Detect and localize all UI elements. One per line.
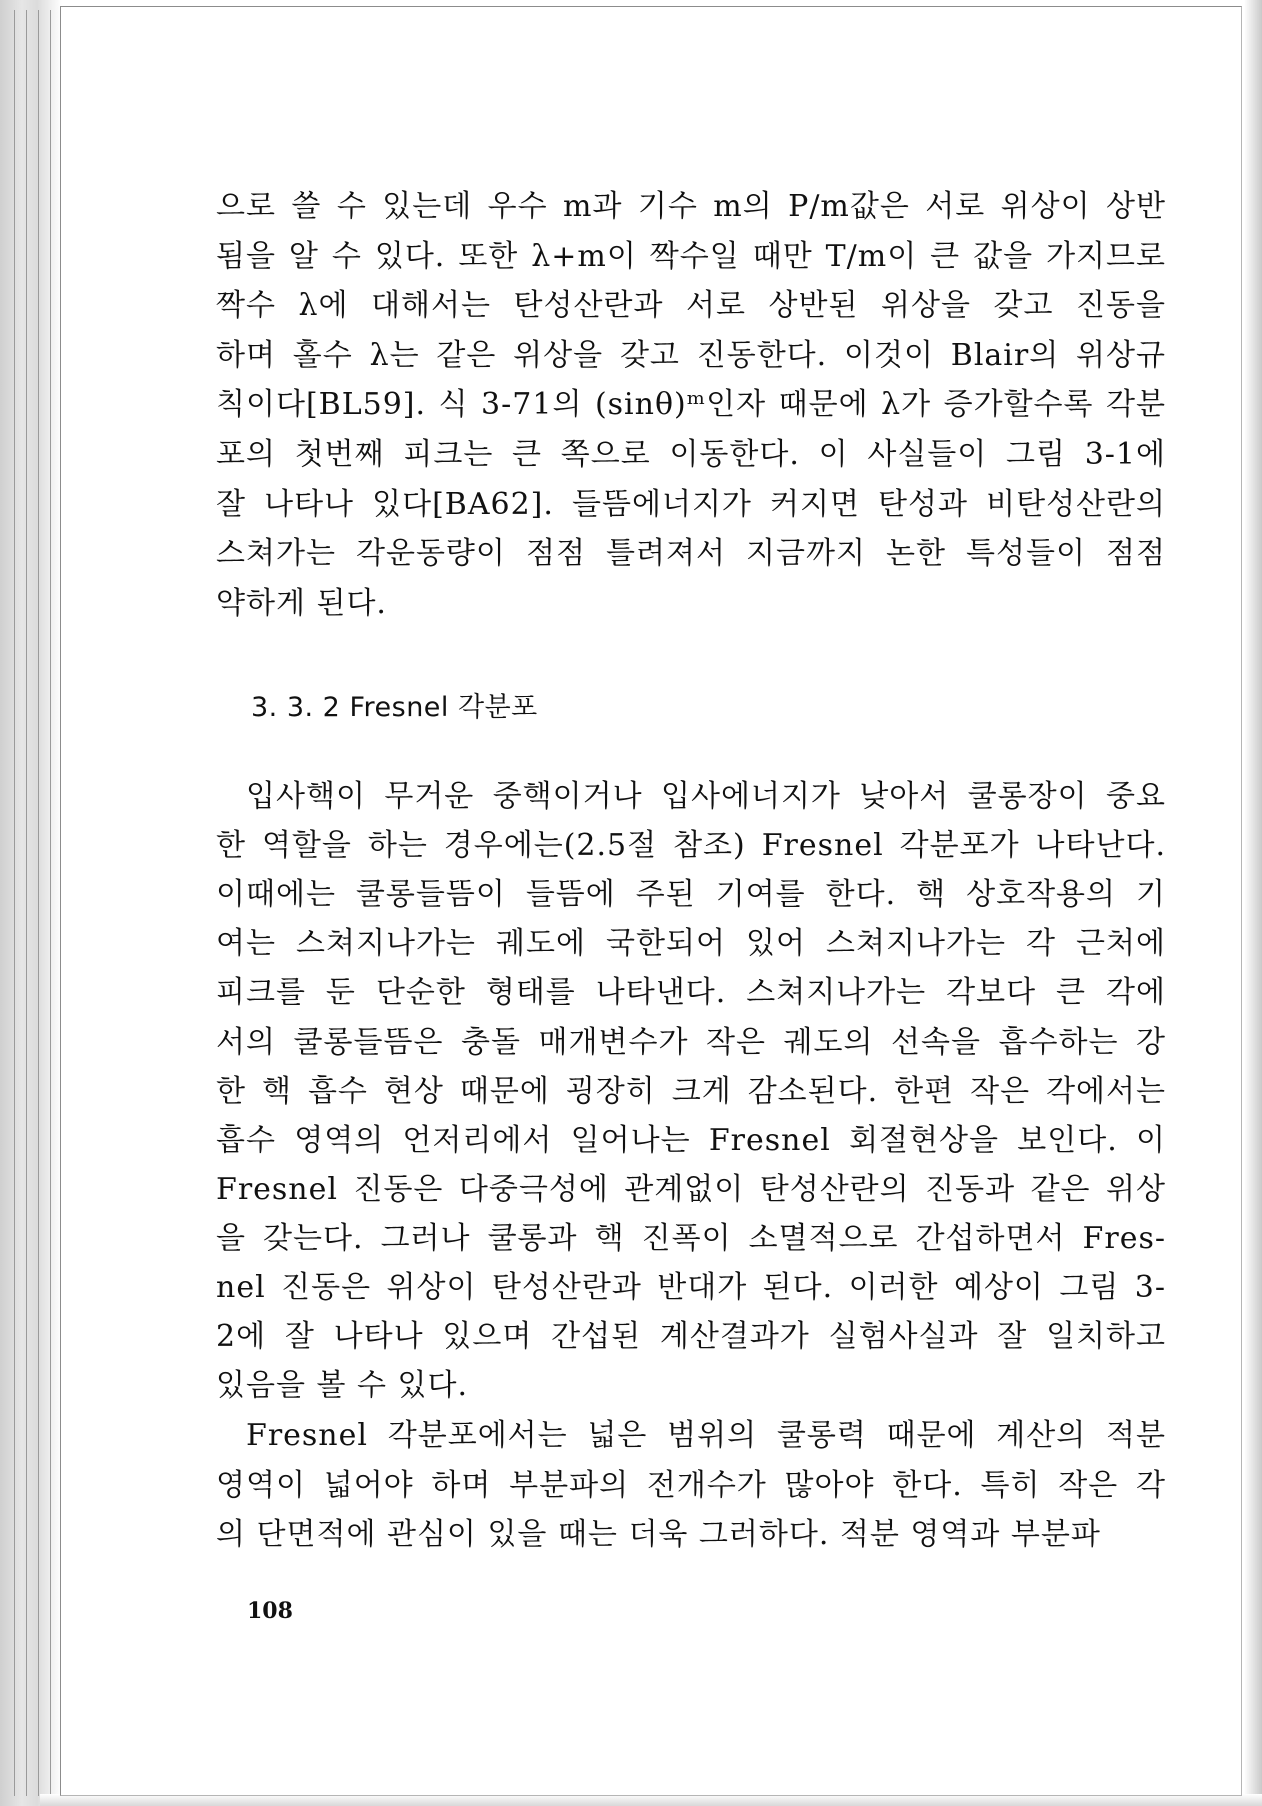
text-line: 흡수 영역의 언저리에서 일어나는 Fresnel 회절현상을 보인다. 이 xyxy=(216,1122,1166,1158)
right-shadow xyxy=(1244,0,1262,1806)
text-line: 서의 쿨롱들뜸은 충돌 매개변수가 작은 궤도의 선속을 흡수하는 강 xyxy=(216,1024,1166,1060)
text-line: 스쳐가는 각운동량이 점점 틀려져서 지금까지 논한 특성들이 점점 xyxy=(216,536,1166,572)
text-line: 영역이 넓어야 하며 부분파의 전개수가 많아야 한다. 특히 작은 각 xyxy=(216,1467,1166,1503)
text-line: 한 역할을 하는 경우에는(2.5절 참조) Fresnel 각분포가 나타난다. xyxy=(216,828,1166,864)
page-edge-line xyxy=(14,10,15,1796)
text-line: 됨을 알 수 있다. 또한 λ+m이 짝수일 때만 T/m이 큰 값을 가지므로 xyxy=(216,238,1166,274)
text-line: 한 핵 흡수 현상 때문에 굉장히 크게 감소된다. 한편 작은 각에서는 xyxy=(216,1073,1166,1109)
text-line: Fresnel 각분포에서는 넓은 범위의 쿨롱력 때문에 계산의 적분 xyxy=(246,1418,1166,1453)
text-line: 을 갖는다. 그러나 쿨롱과 핵 진폭이 소멸적으로 간섭하면서 Fres- xyxy=(216,1220,1166,1256)
text-line: 이때에는 쿨롱들뜸이 들뜸에 주된 기여를 한다. 핵 상호작용의 기 xyxy=(216,877,1166,913)
text-line: 있음을 볼 수 있다. xyxy=(216,1368,469,1404)
page-number: 108 xyxy=(247,1598,293,1624)
page-sheet xyxy=(60,6,1242,1796)
text-line: 의 단면적에 관심이 있을 때는 더욱 그러하다. 적분 영역과 부분파 xyxy=(216,1517,1101,1552)
text-line: 입사핵이 무거운 중핵이거나 입사에너지가 낮아서 쿨롱장이 중요 xyxy=(246,779,1166,814)
text-line: 짝수 λ에 대해서는 탄성산란과 서로 상반된 위상을 갖고 진동을 xyxy=(216,288,1166,324)
text-line: Fresnel 진동은 다중극성에 관계없이 탄성산란의 진동과 같은 위상 xyxy=(216,1171,1166,1207)
text-line: 피크를 둔 단순한 형태를 나타낸다. 스쳐지나가는 각보다 큰 각에 xyxy=(216,975,1166,1011)
text-line: nel 진동은 위상이 탄성산란과 반대가 된다. 이러한 예상이 그림 3- xyxy=(216,1270,1166,1305)
text-line: 포의 첫번째 피크는 큰 쪽으로 이동한다. 이 사실들이 그림 3-1에 xyxy=(216,437,1166,472)
section-heading: 3. 3. 2 Fresnel 각분포 xyxy=(251,692,538,723)
text-line: 으로 쓸 수 있는데 우수 m과 기수 m의 P/m값은 서로 위상이 상반 xyxy=(216,189,1166,224)
text-line: 여는 스쳐지나가는 궤도에 국한되어 있어 스쳐지나가는 각 근처에 xyxy=(216,926,1166,962)
text-line: 잘 나타나 있다[BA62]. 들뜸에너지가 커지면 탄성과 비탄성산란의 xyxy=(216,486,1166,522)
page-edge-line xyxy=(50,10,51,1796)
text-line: 2에 잘 나타나 있으며 간섭된 계산결과가 실험사실과 잘 일치하고 xyxy=(216,1319,1166,1355)
text-line: 하며 홀수 λ는 같은 위상을 갖고 진동한다. 이것이 Blair의 위상규 xyxy=(216,337,1166,373)
page-stack-edge xyxy=(0,0,62,1806)
page-edge-line xyxy=(26,10,27,1796)
text-line: 칙이다[BL59]. 식 3-71의 (sinθ)ᵐ인자 때문에 λ가 증가할수록 각분 xyxy=(216,387,1166,423)
text-line: 약하게 된다. xyxy=(216,585,387,621)
page-edge-line xyxy=(38,10,39,1796)
